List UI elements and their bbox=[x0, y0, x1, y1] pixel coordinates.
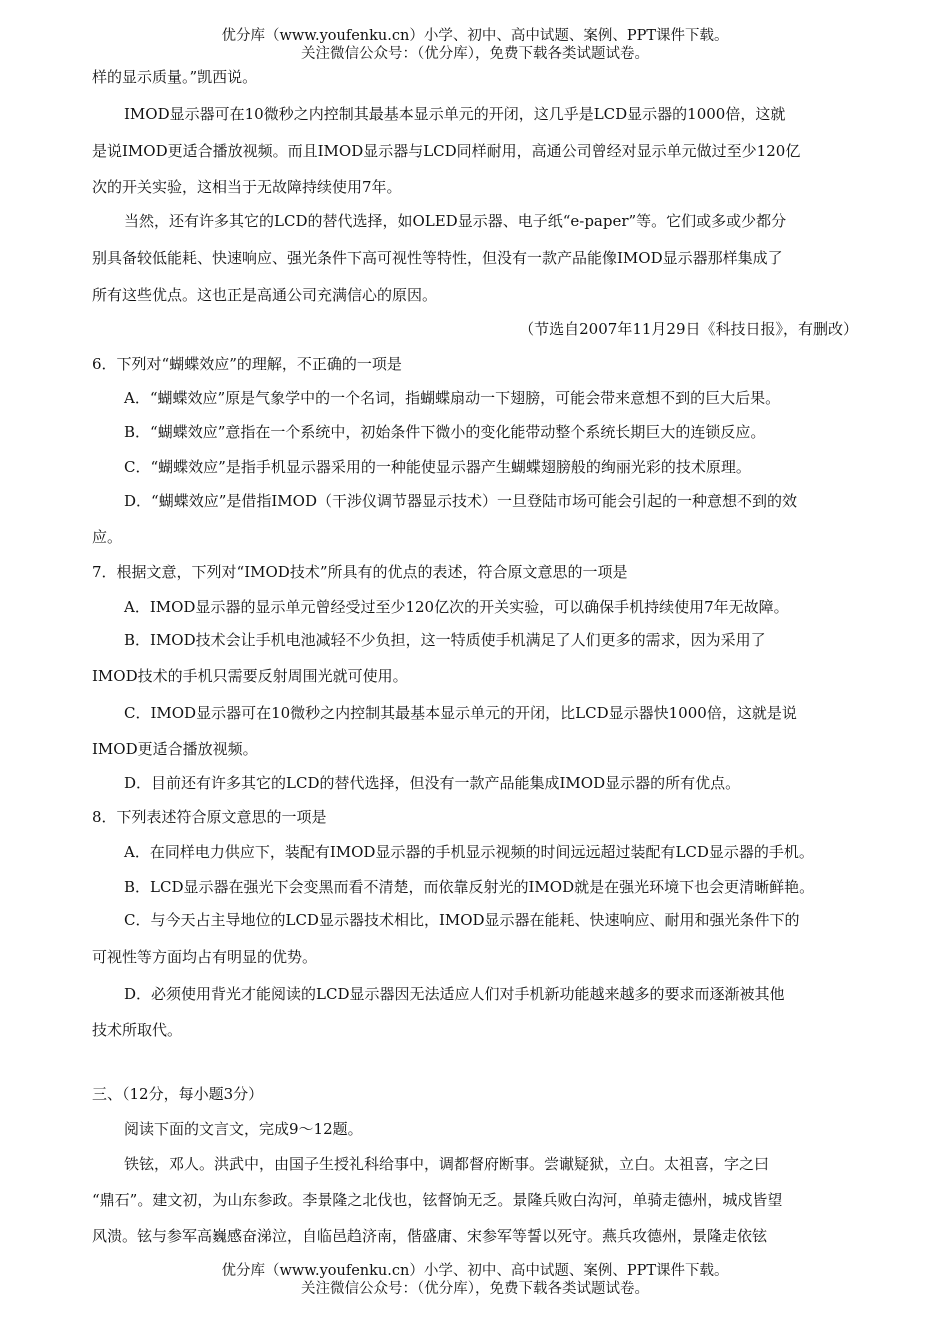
header-line-1: 优分库（www.youfenku.cn）小学、初中、高中试题、案例、PPT课件下载。 bbox=[221, 28, 729, 44]
classical-text-line-1: 铁铉，邓人。洪武中，由国子生授礼科给事中，调都督府断事。尝谳疑狱，立白。太祖喜，字之曰 bbox=[124, 1155, 770, 1173]
passage-line-7: 所有这些优点。这也正是高通公司充满信心的原因。 bbox=[92, 286, 438, 304]
q7-option-b-line-2: IMOD技术的手机只需要反射周围光就可使用。 bbox=[92, 667, 408, 685]
passage-line-5: 当然，还有许多其它的LCD的替代选择，如OLED显示器、电子纸“e-paper”等。它们或多或少都分 bbox=[124, 212, 787, 230]
passage-line-4: 次的开关实验，这相当于无故障持续使用7年。 bbox=[92, 178, 402, 196]
q7-option-d: D．目前还有许多其它的LCD的替代选择，但没有一款产品能集成IMOD显示器的所有优点。 bbox=[124, 774, 741, 792]
passage-line-3: 是说IMOD更适合播放视频。而且IMOD显示器与LCD同样耐用，高通公司曾经对显示单元做过至少120亿 bbox=[92, 142, 801, 160]
section-3-instruction: 阅读下面的文言文，完成9～12题。 bbox=[124, 1120, 363, 1138]
q7-option-a: A．IMOD显示器的显示单元曾经受过至少120亿次的开关实验，可以确保手机持续使用7年无故障。 bbox=[124, 598, 789, 616]
q8-option-c-line-1: C．与今天占主导地位的LCD显示器技术相比，IMOD显示器在能耗、快速响应、耐用和强光条件下的 bbox=[124, 911, 800, 929]
q8-option-c-line-2: 可视性等方面均占有明显的优势。 bbox=[92, 948, 318, 966]
q6-option-a: A．“蝴蝶效应”原是气象学中的一个名词，指蝴蝶扇动一下翅膀，可能会带来意想不到的巨大后果。 bbox=[124, 389, 781, 407]
q6-stem: 6．下列对“蝴蝶效应”的理解，不正确的一项是 bbox=[92, 355, 402, 373]
q8-option-a: A．在同样电力供应下，装配有IMOD显示器的手机显示视频的时间远远超过装配有LCD显示器的手机。 bbox=[124, 843, 814, 861]
q6-option-b: B．“蝴蝶效应”意指在一个系统中，初始条件下微小的变化能带动整个系统长期巨大的连锁反应。 bbox=[124, 423, 766, 441]
q6-option-c: C．“蝴蝶效应”是指手机显示器采用的一种能使显示器产生蝴蝶翅膀般的绚丽光彩的技术原理。 bbox=[124, 458, 751, 476]
header-line-2: 关注微信公众号：（优分库），免费下载各类试题试卷。 bbox=[301, 46, 649, 62]
classical-text-line-3: 风溃。铉与参军高巍感奋涕泣，自临邑趋济南，偕盛庸、宋参军等誓以死守。燕兵攻德州，景隆走依铉 bbox=[92, 1227, 768, 1245]
footer-line-2: 关注微信公众号：（优分库），免费下载各类试题试卷。 bbox=[301, 1281, 649, 1297]
source-citation: （节选自2007年11月29日《科技日报》，有删改） bbox=[519, 320, 858, 338]
footer-line-1: 优分库（www.youfenku.cn）小学、初中、高中试题、案例、PPT课件下载。 bbox=[221, 1263, 729, 1279]
passage-line-2: IMOD显示器可在10微秒之内控制其最基本显示单元的开闭，这几乎是LCD显示器的1000倍，这就 bbox=[124, 105, 786, 123]
classical-text-line-2: “鼎石”。建文初，为山东参政。李景隆之北伐也，铉督饷无乏。景隆兵败白沟河，单骑走德州，城戍皆望 bbox=[92, 1191, 783, 1209]
q7-option-b-line-1: B．IMOD技术会让手机电池减轻不少负担，这一特质使手机满足了人们更多的需求，因为采用了 bbox=[124, 631, 766, 649]
q8-option-d-line-2: 技术所取代。 bbox=[92, 1021, 183, 1039]
q8-option-d-line-1: D．必须使用背光才能阅读的LCD显示器因无法适应人们对手机新功能越来越多的要求而逐渐被其他 bbox=[124, 985, 785, 1003]
passage-line-6: 别具备较低能耗、快速响应、强光条件下高可视性等特性，但没有一款产品能像IMOD显示器那样集成了 bbox=[92, 249, 783, 267]
q7-stem: 7．根据文意，下列对“IMOD技术”所具有的优点的表述，符合原文意思的一项是 bbox=[92, 563, 628, 581]
passage-line-1: 样的显示质量。”凯西说。 bbox=[92, 68, 258, 86]
q8-option-b: B．LCD显示器在强光下会变黑而看不清楚，而依靠反射光的IMOD就是在强光环境下也会更清晰鲜艳。 bbox=[124, 878, 815, 896]
q7-option-c-line-2: IMOD更适合播放视频。 bbox=[92, 740, 258, 758]
section-3-heading: 三、（12分，每小题3分） bbox=[92, 1085, 264, 1103]
q6-option-d-line-2: 应。 bbox=[92, 528, 123, 546]
q7-option-c-line-1: C．IMOD显示器可在10微秒之内控制其最基本显示单元的开闭，比LCD显示器快1000倍，这就是说 bbox=[124, 704, 797, 722]
q8-stem: 8．下列表述符合原文意思的一项是 bbox=[92, 808, 327, 826]
q6-option-d-line-1: D．“蝴蝶效应”是借指IMOD（干涉仪调节器显示技术）一旦登陆市场可能会引起的一种意想不到的效 bbox=[124, 492, 797, 510]
